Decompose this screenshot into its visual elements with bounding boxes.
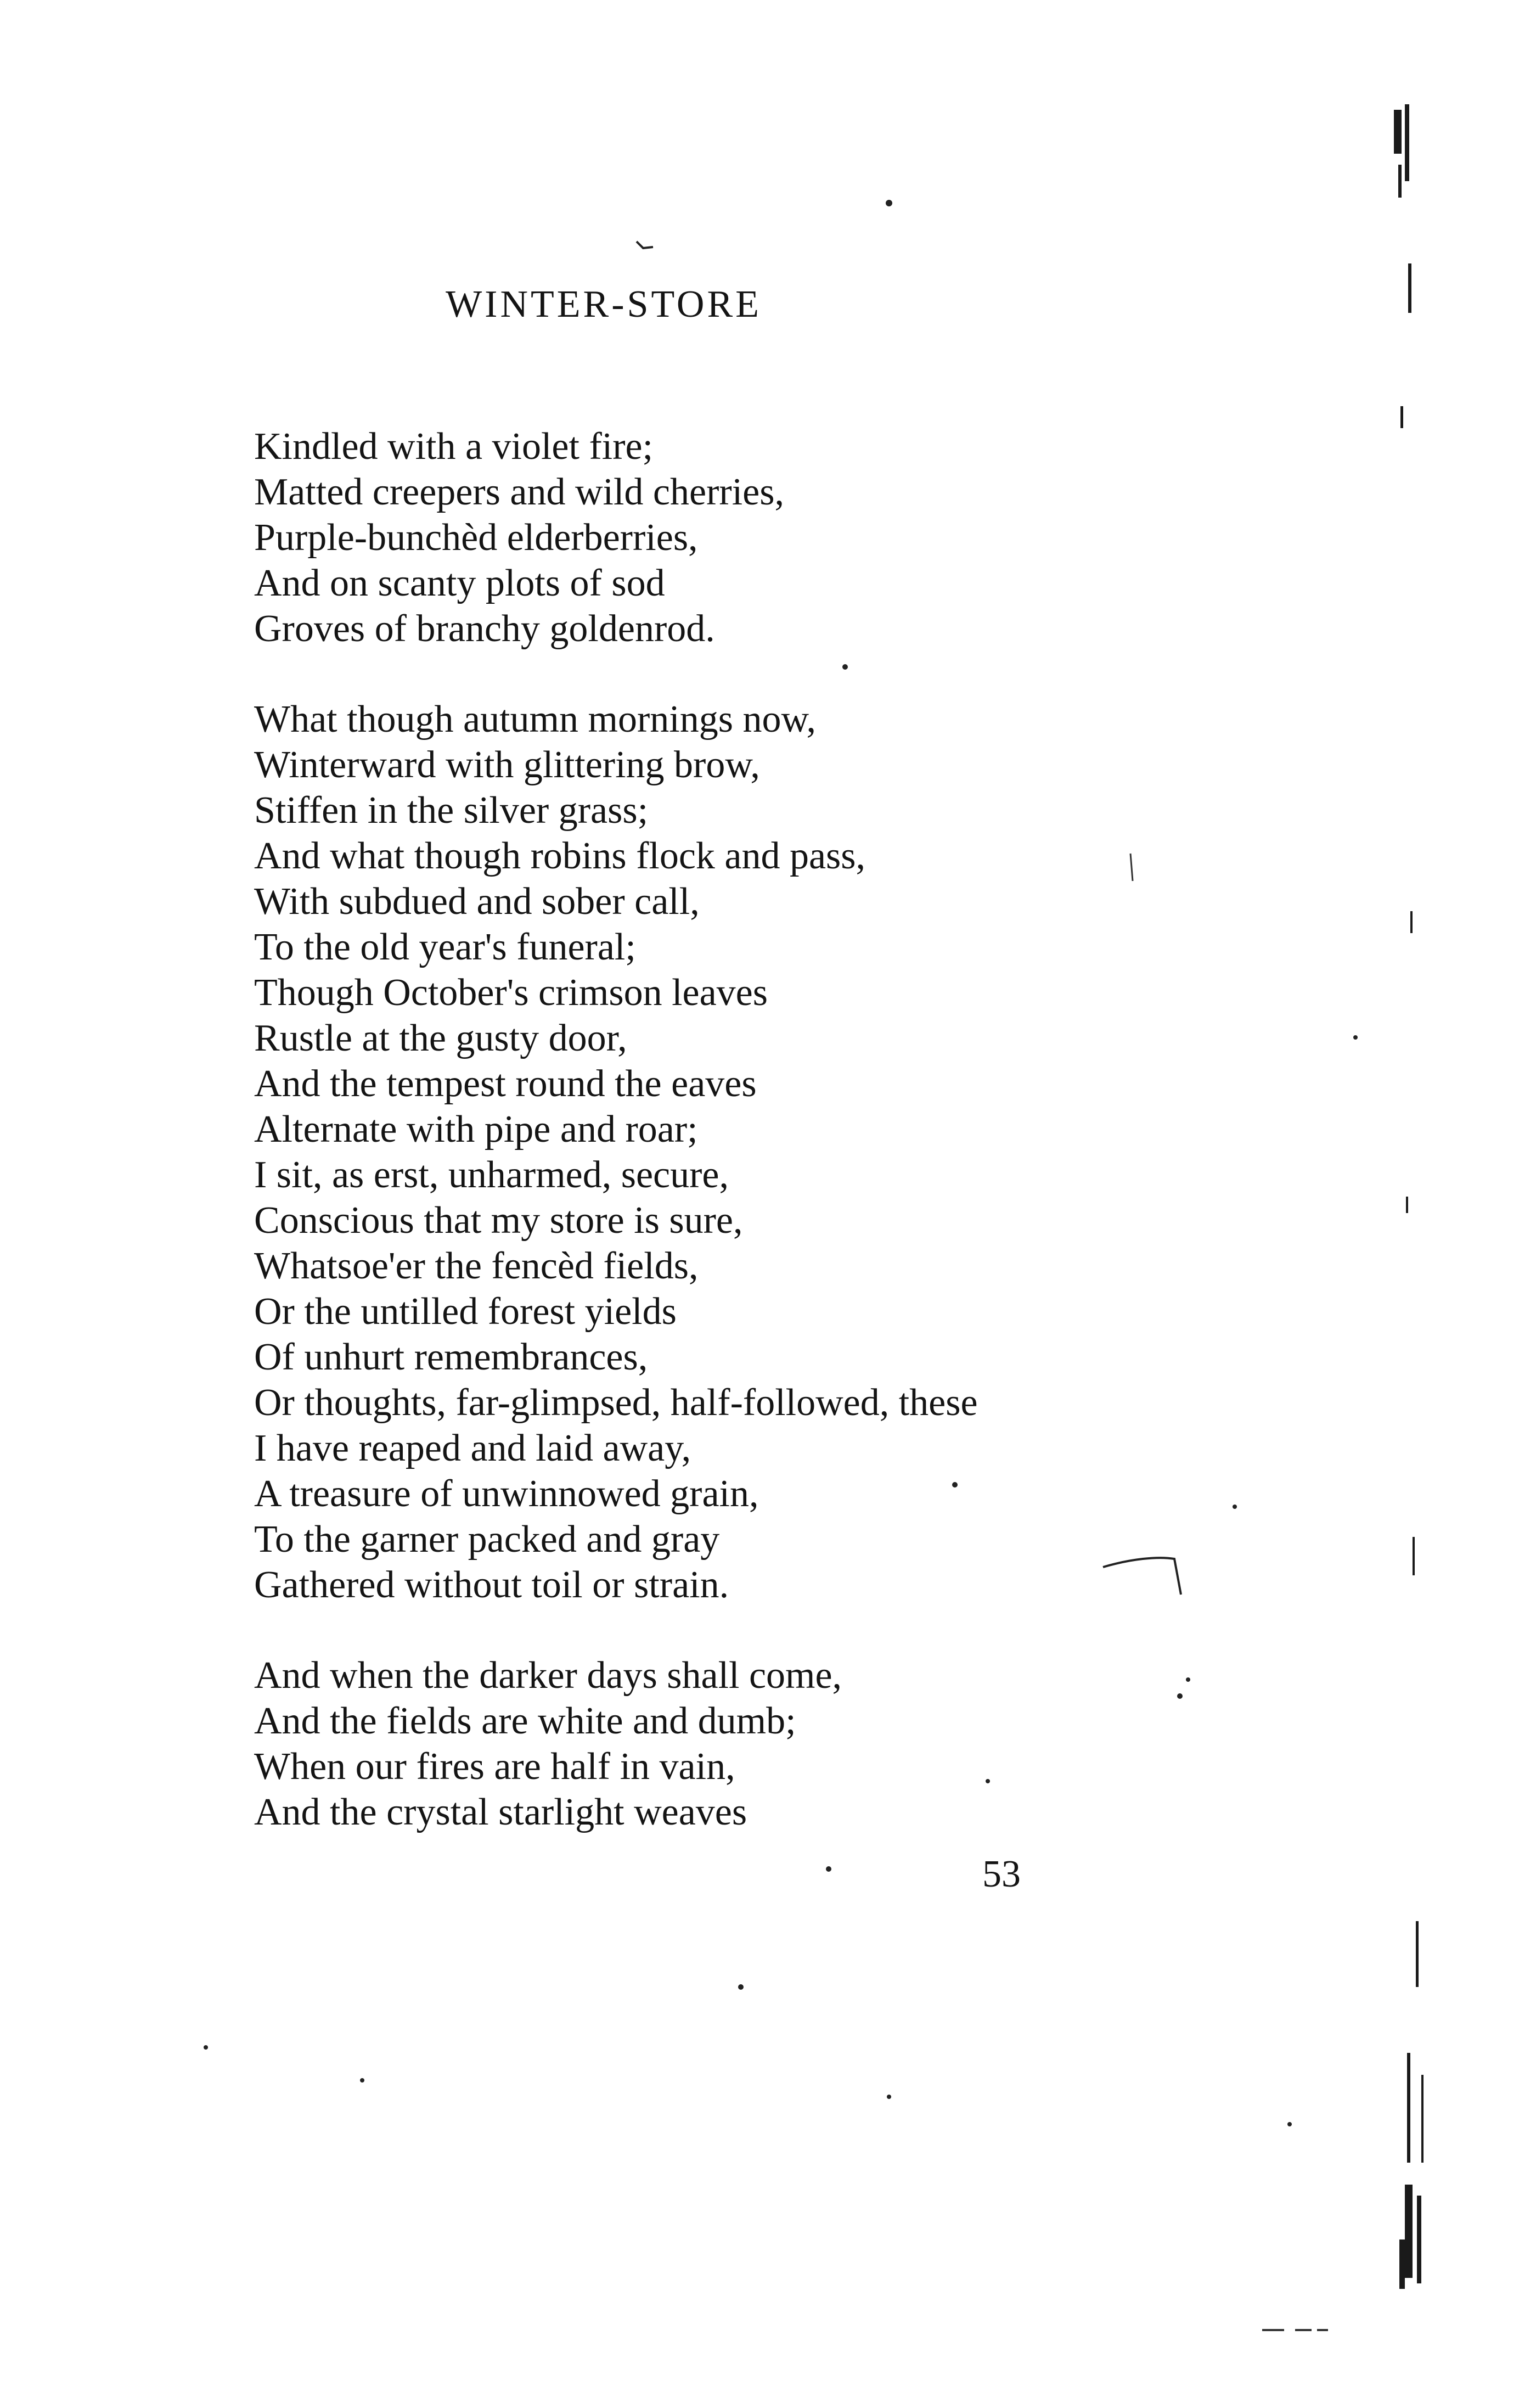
poem-line: Though October's crimson leaves — [254, 972, 768, 1014]
poem-line: Whatsoe'er the fencèd fields, — [254, 1245, 699, 1287]
poem-line: Or thoughts, far-glimpsed, half-followed, these — [254, 1382, 978, 1424]
poem-line: And the fields are white and dumb; — [254, 1700, 796, 1742]
poem-line: Rustle at the gusty door, — [254, 1017, 627, 1059]
poem-line: To the garner packed and gray — [254, 1518, 720, 1561]
poem-line: What though autumn mornings now, — [254, 698, 816, 740]
page-number: 53 — [982, 1853, 1021, 1895]
poem-line: A treasure of unwinnowed grain, — [254, 1473, 759, 1515]
poem-line: Winterward with glittering brow, — [254, 744, 760, 786]
poem-line: When our fires are half in vain, — [254, 1745, 735, 1788]
poem-line: Or the untilled forest yields — [254, 1290, 677, 1333]
poem-line: And what though robins flock and pass, — [254, 835, 866, 877]
poem-line: And when the darker days shall come, — [254, 1654, 842, 1697]
poem-line: And the crystal starlight weaves — [254, 1791, 747, 1833]
poem-line: And the tempest round the eaves — [254, 1063, 757, 1105]
poem-line: To the old year's funeral; — [254, 926, 636, 968]
poem-line: Stiffen in the silver grass; — [254, 789, 649, 832]
poem-line: Purple-bunchèd elderberries, — [254, 517, 698, 559]
poem-line: I sit, as erst, unharmed, secure, — [254, 1154, 729, 1196]
poem-line: Alternate with pipe and roar; — [254, 1108, 698, 1150]
poem-line: And on scanty plots of sod — [254, 562, 665, 604]
poem-line: Matted creepers and wild cherries, — [254, 471, 784, 513]
poem-line: Conscious that my store is sure, — [254, 1199, 743, 1242]
poem-line: Of unhurt remembrances, — [254, 1336, 648, 1378]
poem-line: Kindled with a violet fire; — [254, 425, 654, 468]
poem-line: Groves of branchy goldenrod. — [254, 608, 715, 650]
poem-line: I have reaped and laid away, — [254, 1427, 691, 1469]
poem-line: With subdued and sober call, — [254, 880, 700, 923]
poem-line: Gathered without toil or strain. — [254, 1564, 729, 1606]
poem-title: WINTER-STORE — [446, 283, 762, 325]
